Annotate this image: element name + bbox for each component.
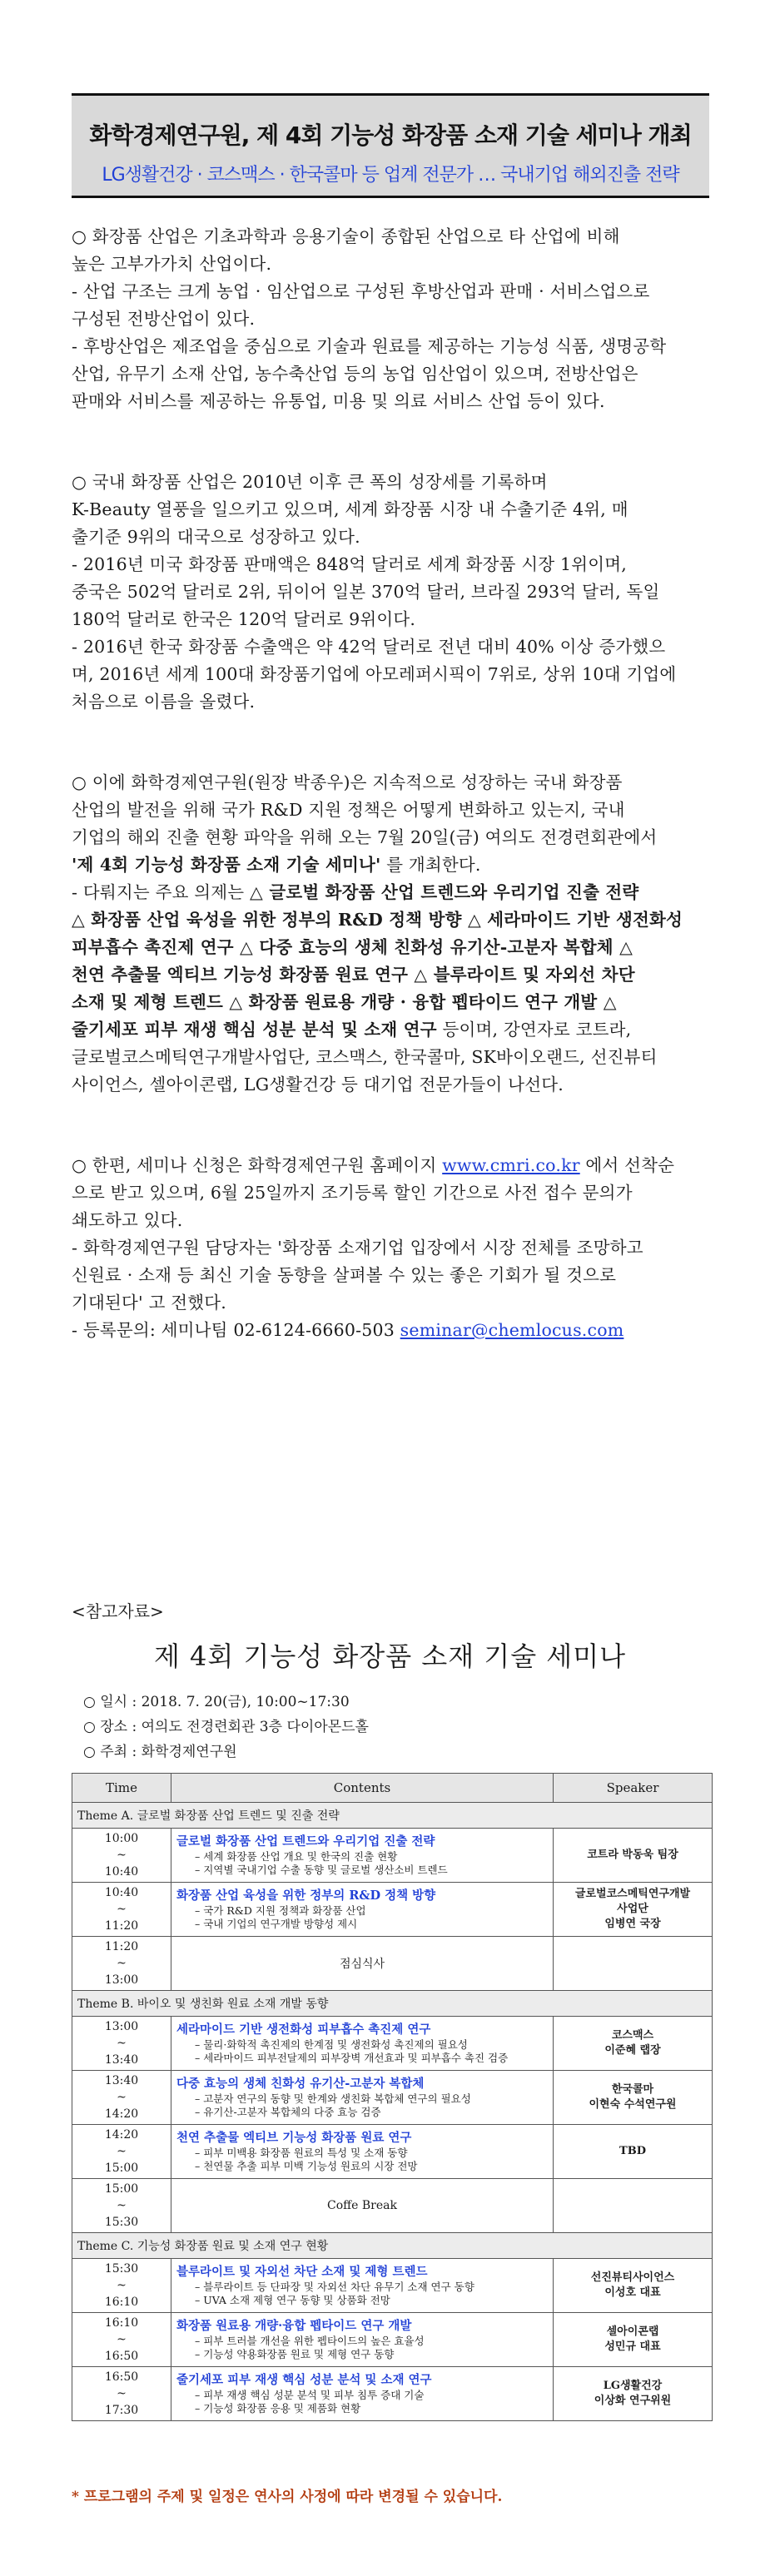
text-line: 처음으로 이름을 올렸다.: [72, 692, 256, 712]
text-fragment: 를 개최한다.: [380, 855, 481, 875]
session-time: 13:40 ~ 14:20: [72, 2071, 171, 2125]
session-time: 13:00 ~ 13:40: [72, 2017, 171, 2071]
article-body: [72, 223, 713, 1344]
text-line: 높은 고부가가치 산업이다.: [72, 254, 272, 274]
text-fragment: 등이며, 강연자로 코트라,: [436, 1020, 632, 1040]
table-row: [72, 2125, 713, 2179]
text-line: 사이언스, 셀아이콘랩, LG생활건강 등 대기업 전문가들이 나선다.: [72, 1075, 564, 1094]
session-subtopic: – 천연물 추출 피부 미백 기능성 원료의 시장 전망: [195, 2160, 418, 2172]
session-topic: 줄기세포 피부 재생 핵심 성분 분석 및 소재 연구: [176, 2373, 432, 2387]
table-row: [72, 1829, 713, 1883]
topic-list-item: 천연 추출물 엑티브 기능성 화장품 원료 연구 △ 블루라이트 및 자외선 차단: [72, 965, 635, 985]
homepage-link[interactable]: www.cmri.co.kr: [442, 1155, 580, 1175]
session-contents: [171, 2125, 554, 2179]
session-subtopic: – 물리·화학적 촉진제의 한계점 및 생전화성 촉진제의 필요성: [195, 2038, 468, 2051]
topic-list-item: 줄기세포 피부 재생 핵심 성분 분석 및 소재 연구: [72, 1020, 437, 1040]
theme-row: [72, 1803, 713, 1829]
text-line: 기업의 해외 진출 현황 파악을 위해 오는 7월 20일(금) 여의도 전경련회관에서: [72, 827, 658, 847]
session-contents: [171, 1883, 554, 1937]
theme-c-label: Theme C. 기능성 화장품 원료 및 소재 연구 현황: [72, 2233, 713, 2259]
text-line: 출기준 9위의 대국으로 성장하고 있다.: [72, 527, 360, 547]
table-row: [72, 1937, 713, 1991]
text-line: - 후방산업은 제조업을 중심으로 기술과 원료를 제공하는 기능성 식품, 생명공학: [72, 336, 667, 356]
session-contents: [171, 2259, 554, 2313]
topic-list-item: △ 화장품 산업 육성을 위한 정부의 R&D 정책 방향 △ 세라마이드 기반 생전화성: [72, 910, 683, 930]
text-line: 구성된 전방산업이 있다.: [72, 309, 256, 329]
seminar-title: 제 4회 기능성 화장품 소재 기술 세미나: [153, 1640, 627, 1672]
coffee-break: Coffe Break: [171, 2179, 554, 2233]
topic-list-item: 피부흡수 촉진제 연구 △ 다중 효능의 생체 친화성 유기산-고분자 복합체 △: [72, 937, 633, 957]
session-speaker: TBD: [554, 2125, 713, 2179]
session-time: 11:20 ~ 13:00: [72, 1937, 171, 1991]
theme-row: [72, 1991, 713, 2017]
session-speaker: 글로벌코스메틱연구개발 사업단 임병연 국장: [554, 1883, 713, 1937]
session-topic: 천연 추출물 엑티브 기능성 화장품 원료 연구: [176, 2131, 412, 2145]
paragraph-registration: [72, 1152, 713, 1344]
table-header-row: [72, 1774, 713, 1803]
schedule-footnote: * 프로그램의 주제 및 일정은 연사의 사정에 따라 변경될 수 있습니다.: [72, 2489, 503, 2505]
table-row: [72, 1883, 713, 1937]
topic-list-item: △ 글로벌 화장품 산업 트렌드와 우리기업 진출 전략: [250, 882, 639, 902]
theme-row: [72, 2233, 713, 2259]
table-row: [72, 2071, 713, 2125]
session-subtopic: – 피부 미백용 화장품 원료의 특성 및 소재 동향: [195, 2147, 408, 2159]
session-subtopic: – 블루라이트 등 단파장 및 자외선 차단 유무기 소재 연구 동향: [195, 2281, 474, 2293]
session-subtopic: – 고분자 연구의 동향 및 한계와 생친화 복합체 연구의 필요성: [195, 2092, 471, 2105]
text-line: - 2016년 한국 화장품 수출액은 약 42억 달러로 전년 대비 40% 이상 증가했으: [72, 637, 666, 657]
table-row: [72, 2313, 713, 2367]
text-fragment: 에서 선착순: [579, 1155, 675, 1175]
empty-speaker: [554, 2179, 713, 2233]
lunch-break: 점심식사: [171, 1937, 554, 1991]
table-row: [72, 2179, 713, 2233]
session-speaker: 한국콜마 이현숙 수석연구원: [554, 2071, 713, 2125]
session-topic: 세라마이드 기반 생전화성 피부흡수 촉진제 연구: [176, 2023, 431, 2037]
headline-box: [72, 93, 709, 198]
session-time: 10:40 ~ 11:20: [72, 1883, 171, 1937]
session-subtopic: – 국내 기업의 연구개발 방향성 제시: [195, 1918, 358, 1930]
header-speaker: Speaker: [554, 1774, 713, 1803]
text-line: - 2016년 미국 화장품 판매액은 848억 달러로 세계 화장품 시장 1위이며,: [72, 554, 628, 574]
session-contents: [171, 2367, 554, 2421]
paragraph-seminar-announcement: [72, 769, 713, 1099]
header-contents: Contents: [171, 1774, 554, 1803]
text-line: 며, 2016년 세계 100대 화장품기업에 아모레퍼시픽이 7위로, 상위 10대 기업에: [72, 664, 677, 684]
session-speaker: 코스맥스 이준혜 랩장: [554, 2017, 713, 2071]
text-fragment: - 등록문의: 세미나팀 02-6124-6660-503: [72, 1320, 400, 1340]
text-line: ○ 국내 화장품 산업은 2010년 이후 큰 폭의 성장세를 기록하며: [72, 472, 548, 492]
reference-label: <참고자료>: [72, 1601, 164, 1621]
session-topic: 블루라이트 및 자외선 차단 소재 및 제형 트렌드: [176, 2265, 428, 2279]
text-line: 쇄도하고 있다.: [72, 1210, 183, 1230]
empty-speaker: [554, 1937, 713, 1991]
session-time: 16:10 ~ 16:50: [72, 2313, 171, 2367]
seminar-name: '제 4회 기능성 화장품 소재 기술 세미나': [72, 855, 381, 875]
session-topic: 글로벌 화장품 산업 트렌드와 우리기업 진출 전략: [176, 1834, 435, 1849]
seminar-date: ○ 일시 : 2018. 7. 20(금), 10:00~17:30: [83, 1694, 350, 1710]
text-line: [72, 1317, 713, 1344]
seminar-place: ○ 장소 : 여의도 전경련회관 3층 다이아몬드홀: [83, 1719, 369, 1735]
text-line: [72, 1016, 713, 1044]
session-subtopic: – 국가 R&D 지원 정책과 화장품 산업: [195, 1904, 366, 1917]
text-line: [72, 851, 713, 879]
text-line: ○ 화장품 산업은 기초과학과 응용기술이 종합된 산업으로 타 산업에 비해: [72, 226, 620, 246]
session-topic: 화장품 원료용 개량·융합 펩타이드 연구 개발: [176, 2319, 412, 2333]
session-subtopic: – UVA 소재 제형 연구 동향 및 상품화 전망: [195, 2294, 390, 2306]
session-subtopic: – 기능성 화장품 응용 및 제품화 현황: [195, 2402, 361, 2415]
text-fragment: - 다뤄지는 주요 의제는: [72, 882, 251, 902]
session-contents: [171, 2313, 554, 2367]
session-speaker: 셀아이콘랩 성민규 대표: [554, 2313, 713, 2367]
text-line: 판매와 서비스를 제공하는 유통업, 미용 및 의료 서비스 산업 등이 있다.: [72, 391, 605, 411]
session-contents: [171, 2017, 554, 2071]
headline-title: 화학경제연구원, 제 4회 기능성 화장품 소재 기술 세미나 개최: [89, 122, 692, 149]
header-time: Time: [72, 1774, 171, 1803]
seminar-info: [83, 1690, 369, 1764]
session-subtopic: – 지역별 국내기업 수출 동향 및 글로벌 생산소비 트렌드: [195, 1864, 448, 1876]
table-row: [72, 2017, 713, 2071]
paragraph-market-size: [72, 469, 713, 716]
session-topic: 다중 효능의 생체 친화성 유기산-고분자 복합체: [176, 2077, 425, 2091]
session-topic: 화장품 산업 육성을 위한 정부의 R&D 정책 방향: [176, 1889, 436, 1903]
text-line: ○ 이에 화학경제연구원(원장 박종우)은 지속적으로 성장하는 국내 화장품: [72, 772, 623, 792]
text-line: [72, 879, 713, 906]
text-line: 산업, 유무기 소재 산업, 농수축산업 등의 농업 임산업이 있으며, 전방산업은: [72, 364, 638, 384]
email-link[interactable]: seminar@chemlocus.com: [400, 1320, 624, 1340]
text-line: K-Beauty 열풍을 일으키고 있으며, 세계 화장품 시장 내 수출기준 4위, 매: [72, 499, 628, 519]
seminar-host: ○ 주최 : 화학경제연구원: [83, 1744, 237, 1760]
text-line: 으로 받고 있으며, 6월 25일까지 조기등록 할인 기간으로 사전 접수 문의가: [72, 1183, 633, 1203]
table-row: [72, 2367, 713, 2421]
text-line: 신원료 · 소재 등 최신 기술 동향을 살펴볼 수 있는 좋은 기회가 될 것으로: [72, 1265, 617, 1285]
theme-b-label: Theme B. 바이오 및 생친화 원료 소재 개발 동향: [72, 1991, 713, 2017]
text-line: - 화학경제연구원 담당자는 '화장품 소재기업 입장에서 시장 전체를 조망하고: [72, 1238, 643, 1258]
session-time: 14:20 ~ 15:00: [72, 2125, 171, 2179]
session-time: 16:50 ~ 17:30: [72, 2367, 171, 2421]
text-line: - 산업 구조는 크게 농업 · 임산업으로 구성된 후방산업과 판매 · 서비스업으로: [72, 281, 650, 301]
session-speaker: 코트라 박동욱 팀장: [554, 1829, 713, 1883]
text-line: 기대된다' 고 전했다.: [72, 1293, 227, 1313]
paragraph-industry-overview: [72, 223, 713, 415]
session-time: 15:30 ~ 16:10: [72, 2259, 171, 2313]
topic-list-item: 소재 및 제형 트렌드 △ 화장품 원료용 개량 · 융합 펩타이드 연구 개발 △: [72, 992, 617, 1012]
text-line: 중국은 502억 달러로 2위, 뒤이어 일본 370억 달러, 브라질 293억 달러, 독일: [72, 582, 660, 602]
text-line: 180억 달러로 한국은 120억 달러로 9위이다.: [72, 609, 416, 629]
session-time: 15:00 ~ 15:30: [72, 2179, 171, 2233]
session-contents: [171, 1829, 554, 1883]
schedule-table: [72, 1773, 713, 2421]
session-subtopic: – 세라마이드 피부전달제의 피부장벽 개선효과 및 피부흡수 촉진 검증: [195, 2052, 509, 2064]
session-contents: [171, 2071, 554, 2125]
theme-a-label: Theme A. 글로벌 화장품 산업 트렌드 및 진출 전략: [72, 1803, 713, 1829]
session-subtopic: – 유기산-고분자 복합체의 다중 효능 검증: [195, 2106, 381, 2118]
text-line: [72, 1152, 713, 1179]
session-subtopic: – 기능성 약용화장품 원료 및 제형 연구 동향: [195, 2348, 395, 2360]
text-line: 산업의 발전을 위해 국가 R&D 지원 정책은 어떻게 변화하고 있는지, 국내: [72, 800, 625, 820]
session-speaker: 선진뷰티사이언스 이성호 대표: [554, 2259, 713, 2313]
headline-subtitle: LG생활건강 · 코스맥스 · 한국콜마 등 업계 전문가 … 국내기업 해외진출 전략: [102, 165, 679, 186]
session-subtopic: – 피부 트러블 개선을 위한 펩타이드의 높은 효율성: [195, 2335, 425, 2347]
table-row: [72, 2259, 713, 2313]
session-speaker: LG생활건강 이상화 연구위원: [554, 2367, 713, 2421]
session-time: 10:00 ~ 10:40: [72, 1829, 171, 1883]
session-subtopic: – 피부 재생 핵심 성분 분석 및 피부 침투 증대 기술: [195, 2389, 425, 2401]
text-fragment: ○ 한편, 세미나 신청은 화학경제연구원 홈페이지: [72, 1155, 443, 1175]
session-subtopic: – 세계 화장품 산업 개요 및 한국의 진출 현황: [195, 1850, 398, 1863]
text-line: 글로벌코스메틱연구개발사업단, 코스맥스, 한국콜마, SK바이오랜드, 선진뷰티: [72, 1047, 658, 1067]
